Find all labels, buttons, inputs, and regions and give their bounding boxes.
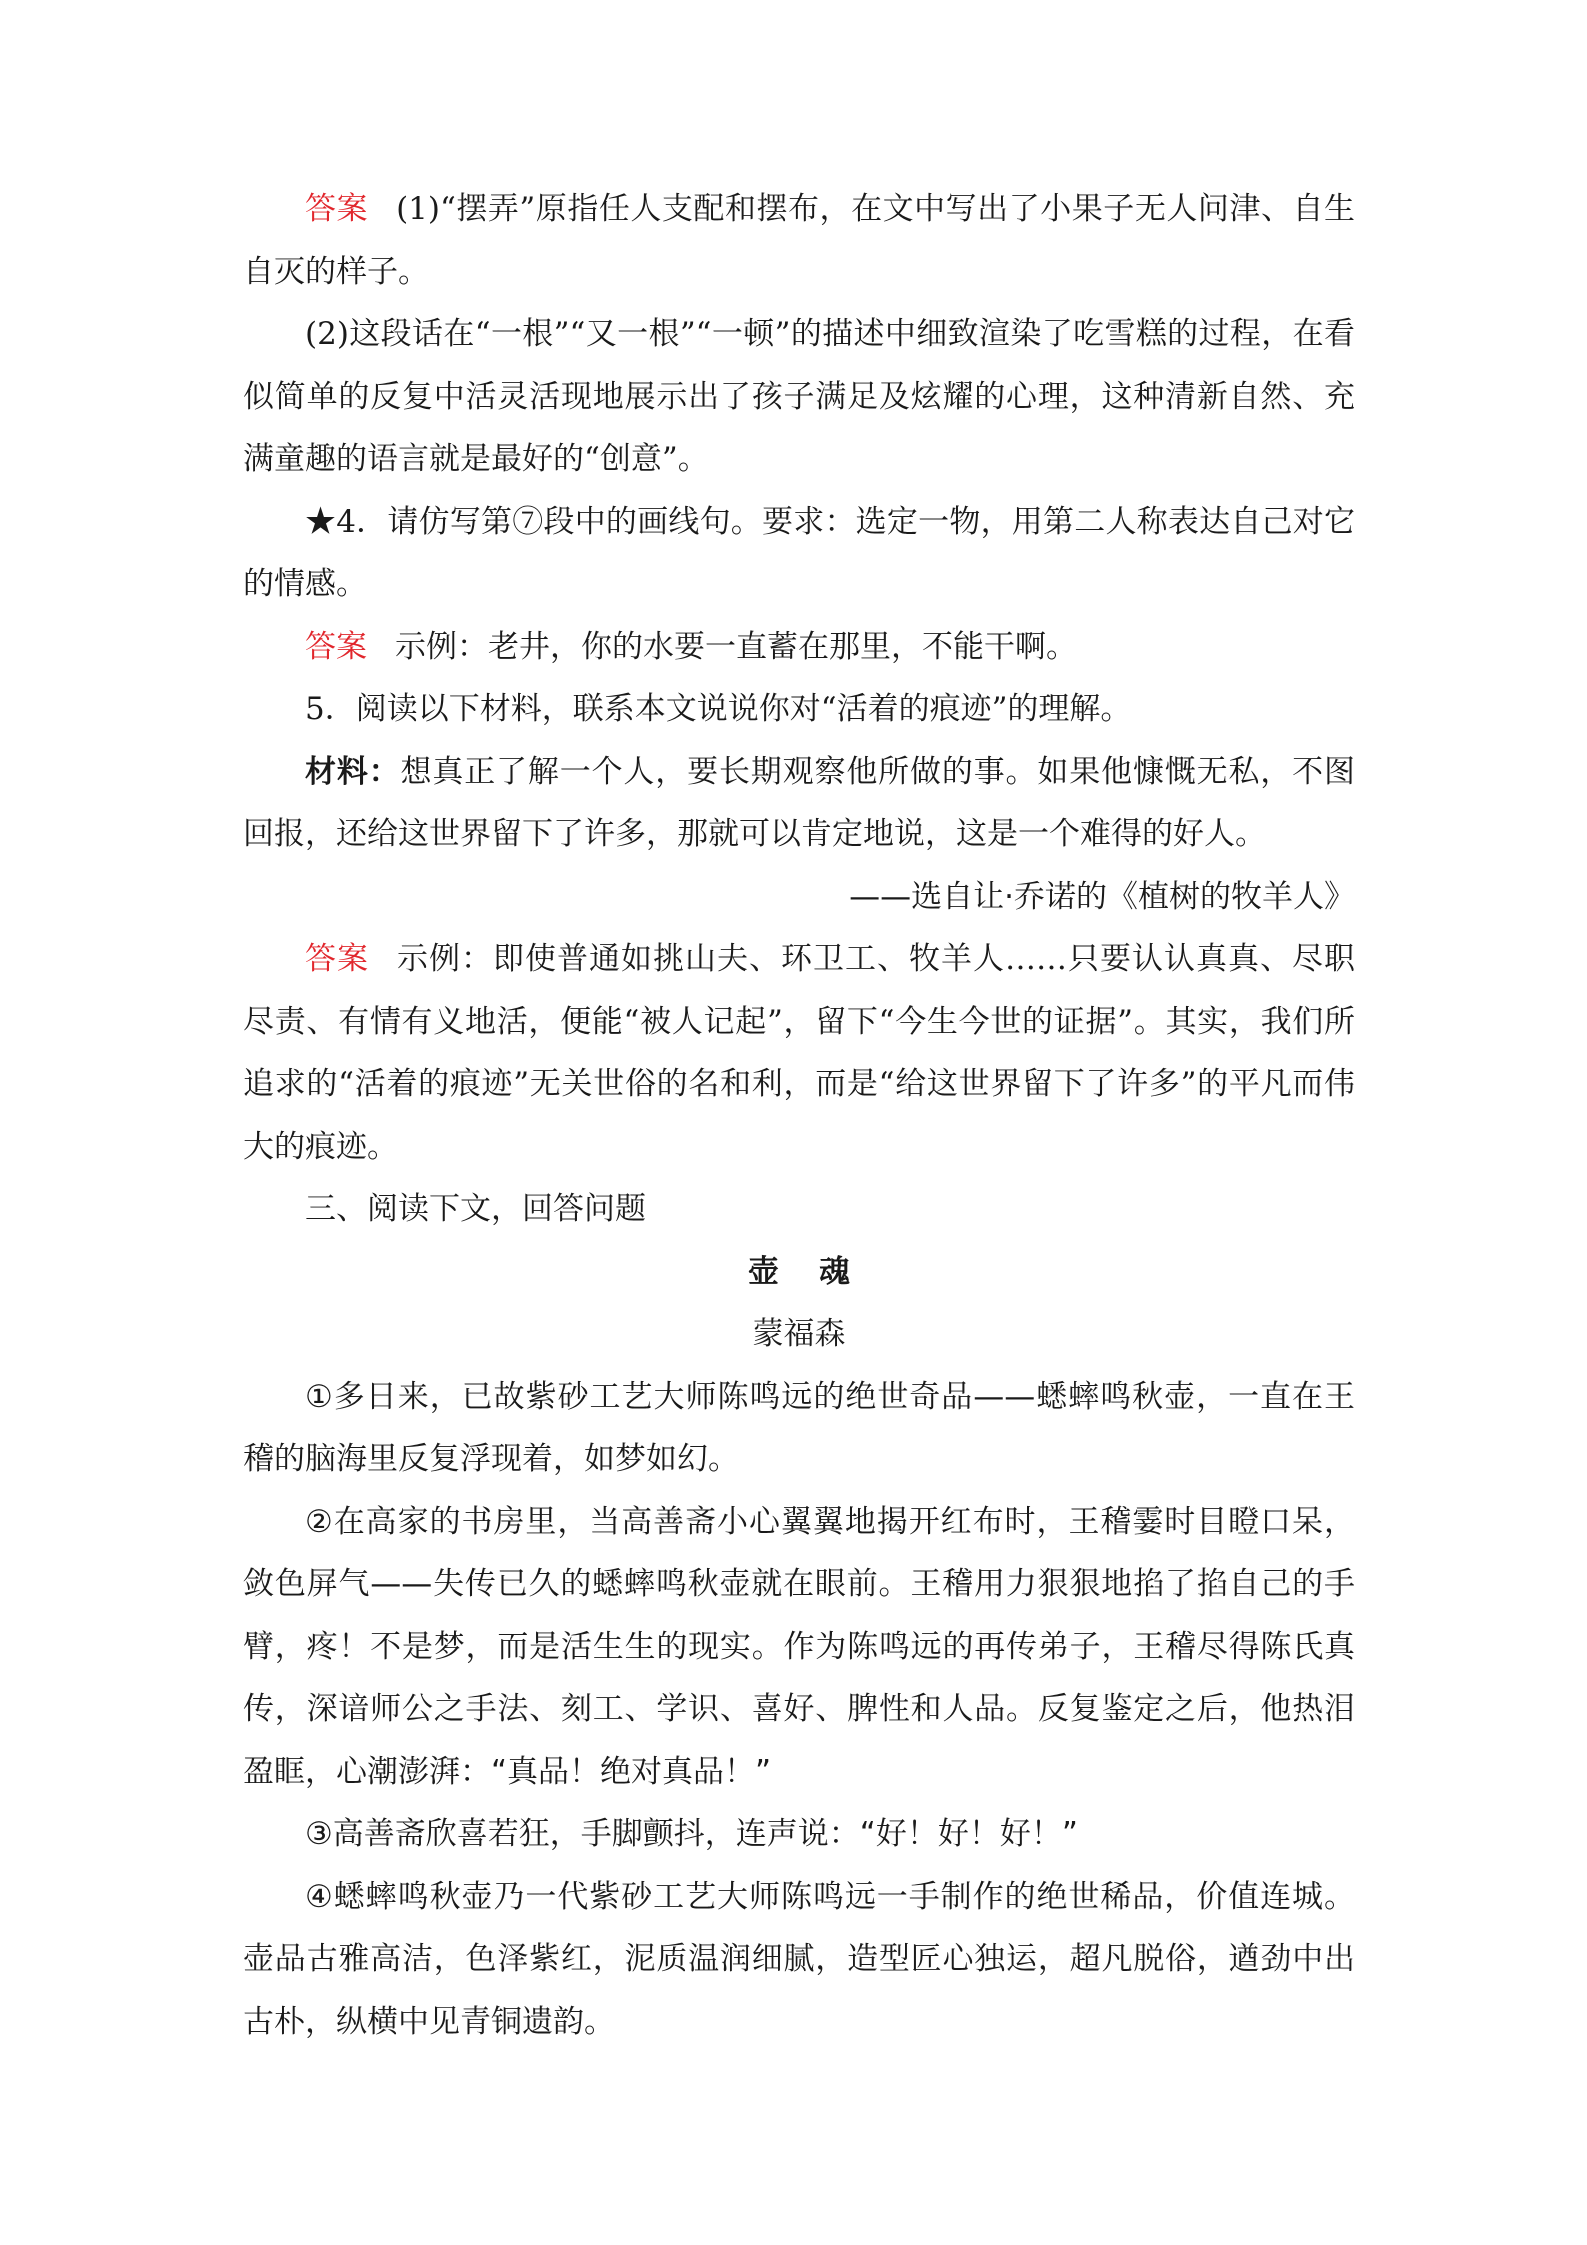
article-title: 壶魂 xyxy=(748,1253,890,1290)
q5-material xyxy=(243,741,1355,866)
q3-answer-part2: (2)这段话在“一根”“又一根”“一顿”的描述中细致渲染了吃雪糕的过程，在看似简单的反复中活灵活现地展示出了孩子满足及炫耀的心理，这种清新自然、充满童趣的语言就是最好的“创意”。 xyxy=(243,316,1355,477)
material-text: 想真正了解一个人，要长期观察他所做的事。如果他慷慨无私，不图回报，还给这世界留下了许多，那就可以肯定地说，这是一个难得的好人。 xyxy=(243,753,1355,852)
q4-question: ★4．请仿写第⑦段中的画线句。要求：选定一物，用第二人称表达自己对它的情感。 xyxy=(243,503,1355,602)
q3-answer-part1 xyxy=(243,178,1355,303)
q4-answer xyxy=(243,616,1355,679)
article-paragraph-1: ①多日来，已故紫砂工艺大师陈鸣远的绝世奇品——蟋蟀鸣秋壶，一直在王稽的脑海里反复浮现着，如梦如幻。 xyxy=(243,1378,1355,1477)
article-paragraph-3: ③高善斋欣喜若狂，手脚颤抖，连声说：“好！好！好！” xyxy=(305,1816,1078,1852)
q5-question: 5．阅读以下材料，联系本文说说你对“活着的痕迹”的理解。 xyxy=(305,691,1132,727)
answer-label: 答案 xyxy=(305,191,369,227)
article-author: 蒙福森 xyxy=(752,1316,846,1352)
section3-heading: 三、阅读下文，回答问题 xyxy=(305,1191,646,1227)
q5-answer-text: 示例：即使普通如挑山夫、环卫工、牧羊人……只要认认真真、尽职尽责、有情有义地活，便能“被人记起”，留下“今生今世的证据”。其实，我们所追求的“活着的痕迹”无关世俗的名和利，而是“给这世界留下了许多”的平凡而伟大的痕迹。 xyxy=(243,941,1355,1165)
material-label: 材料： xyxy=(305,753,401,790)
q3-answer-text-1: (1)“摆弄”原指任人支配和摆布，在文中写出了小果子无人问津、自生自灭的样子。 xyxy=(243,191,1356,290)
material-source: ——选自让·乔诺的《植树的牧羊人》 xyxy=(849,878,1355,915)
answer-label: 答案 xyxy=(305,941,369,977)
answer-label: 答案 xyxy=(305,628,367,665)
q5-answer xyxy=(243,928,1355,1178)
article-paragraph-4: ④蟋蟀鸣秋壶乃一代紫砂工艺大师陈鸣远一手制作的绝世稀品，价值连城。壶品古雅高洁，色泽紫红，泥质温润细腻，造型匠心独运，超凡脱俗，遒劲中出古朴，纵横中见青铜遗韵。 xyxy=(243,1878,1355,2040)
q4-answer-text: 示例：老井，你的水要一直蓄在那里，不能干啊。 xyxy=(395,628,1077,665)
document-page xyxy=(243,178,1355,2053)
article-paragraph-2: ②在高家的书房里，当高善斋小心翼翼地揭开红布时，王稽霎时目瞪口呆，敛色屏气——失传已久的蟋蟀鸣秋壶就在眼前。王稽用力狠狠地掐了掐自己的手臂，疼！不是梦，而是活生生的现实。作为陈鸣远的再传弟子，王稽尽得陈氏真传，深谙师公之手法、刻工、学识、喜好、脾性和人品。反复鉴定之后，他热泪盈眶，心潮澎湃：“真品！绝对真品！” xyxy=(243,1503,1355,1790)
